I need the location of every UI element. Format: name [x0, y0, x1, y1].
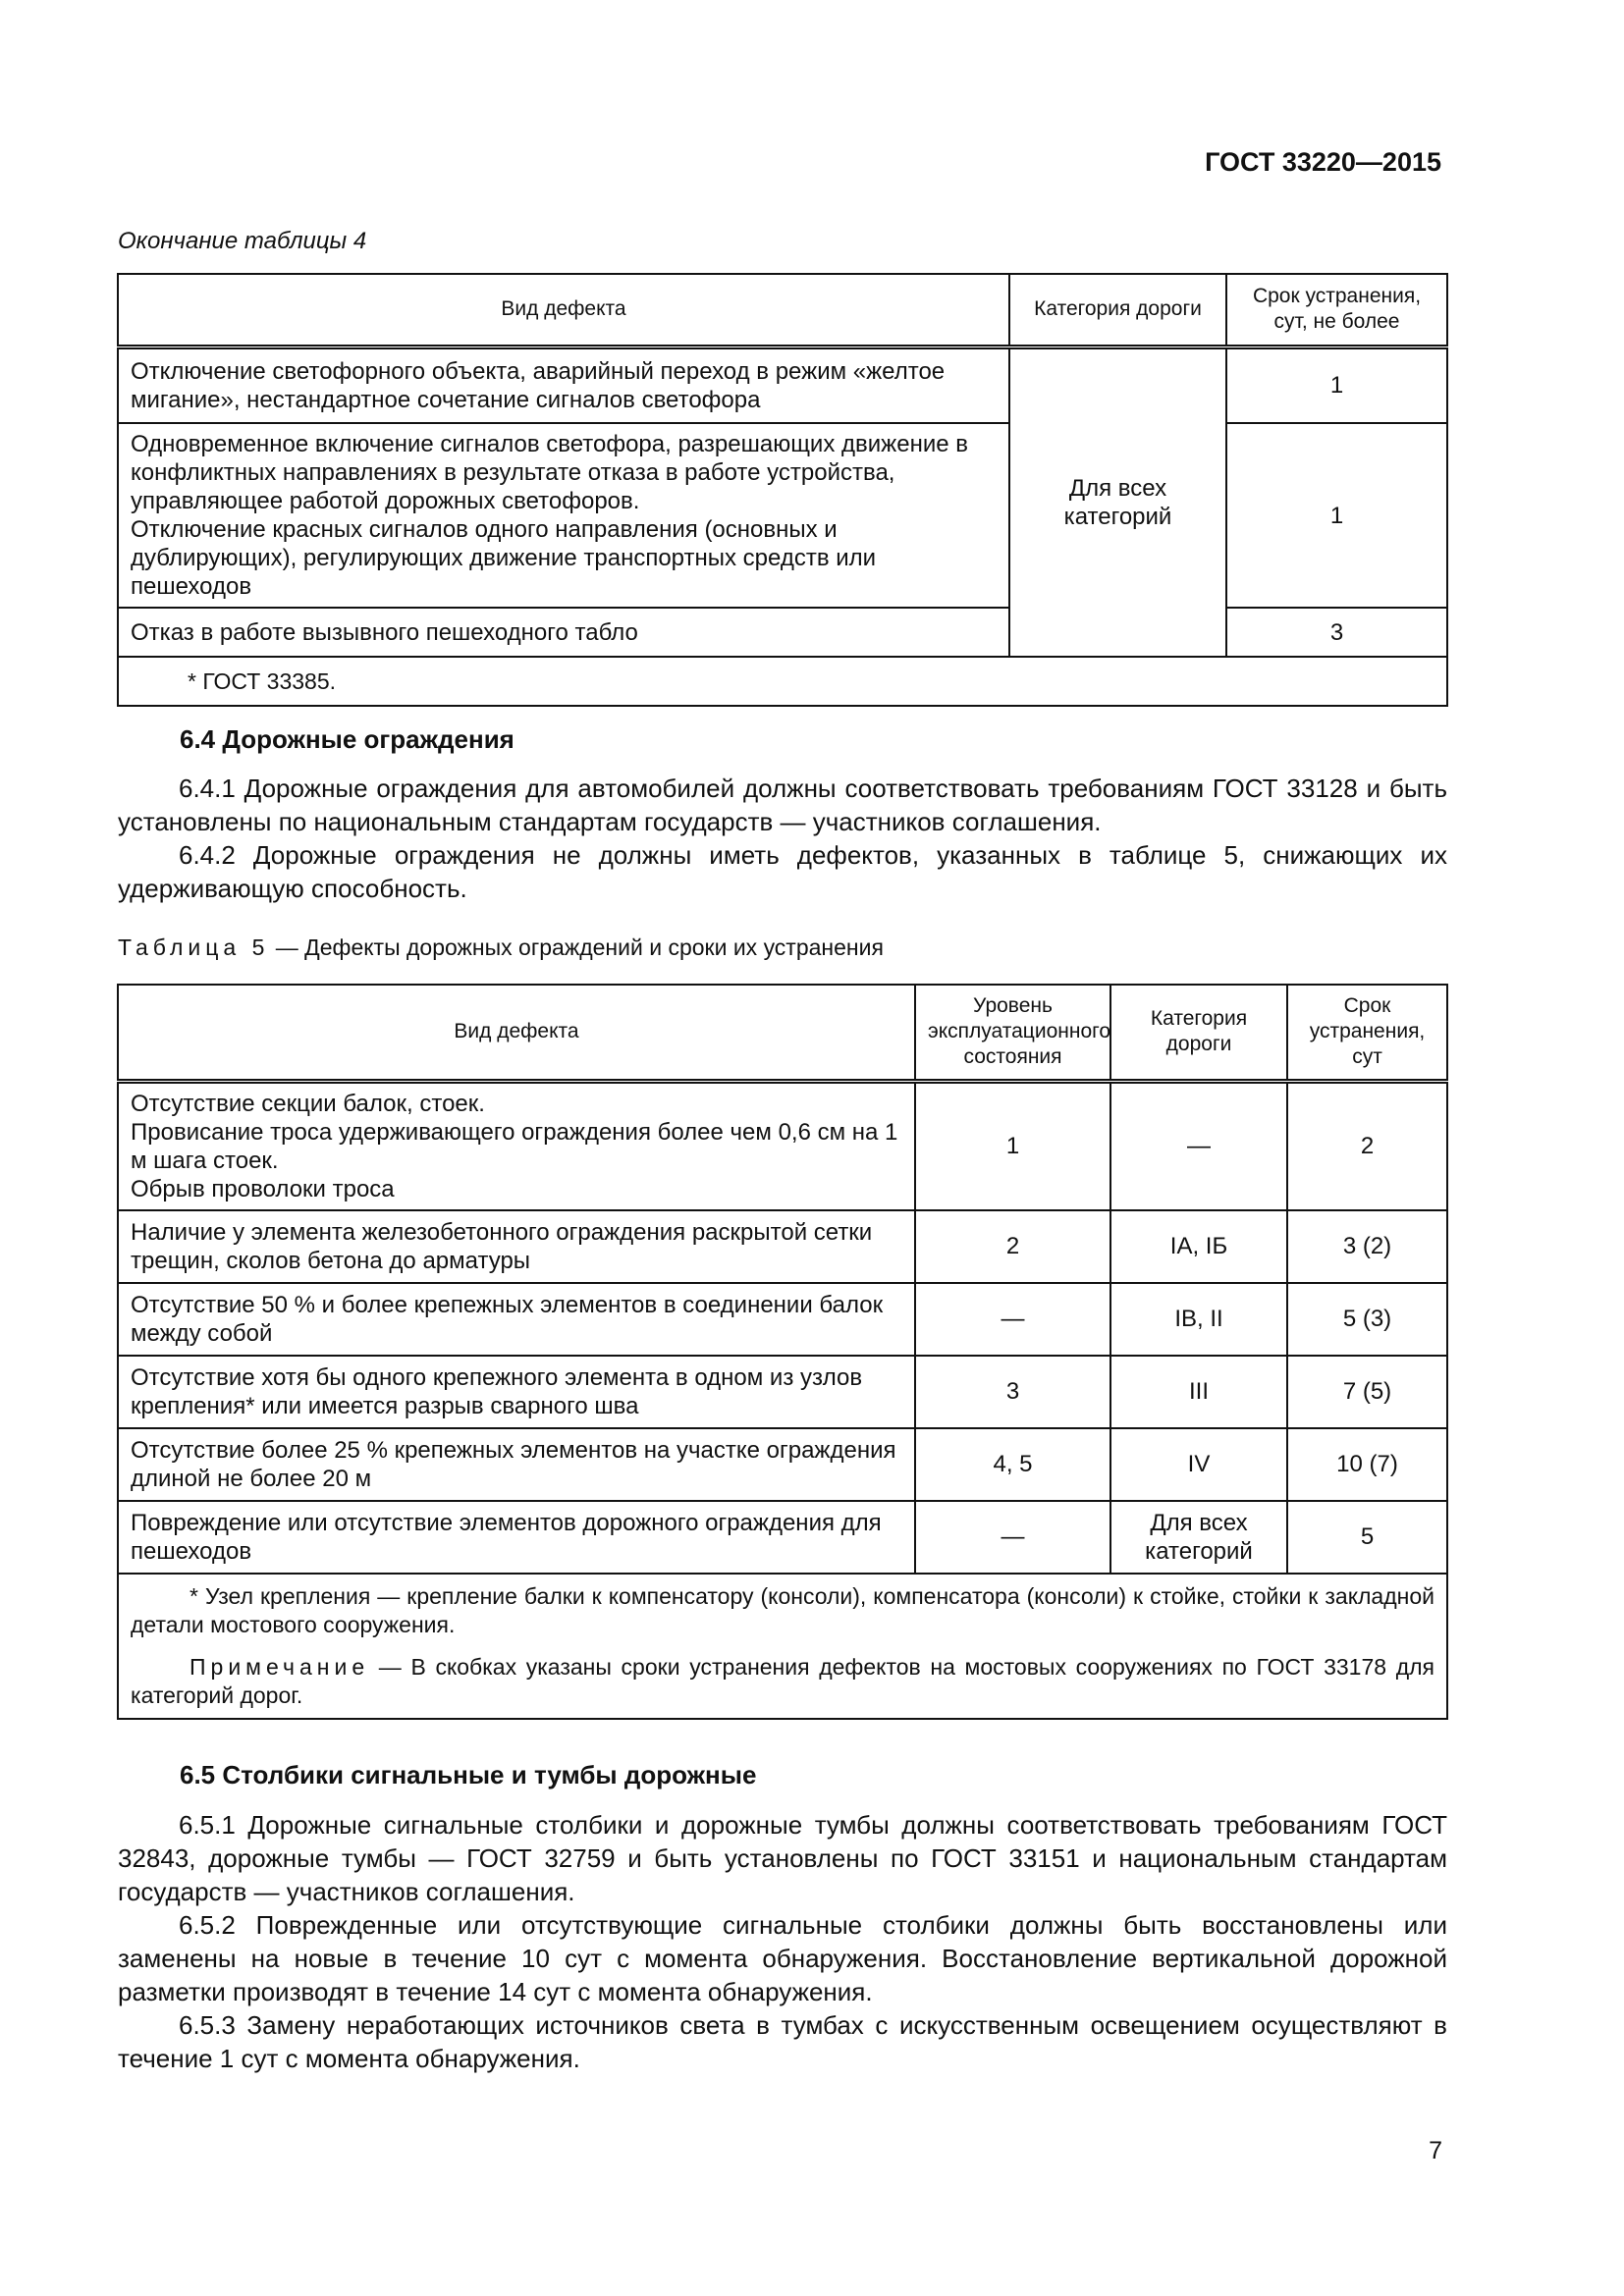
category-cell: Для всех категорий [1110, 1501, 1287, 1574]
defect-cell [118, 1081, 915, 1210]
table5-footnote: * Узел крепления — крепление балки к компенсатору (консоли), компенсатора (консоли) к стойке, стойки к закладной детали мостового сооружения. [131, 1582, 1435, 1637]
defect-cell: Наличие у элемента железобетонного ограждения раскрытой сетки трещин, сколов бетона до арматуры [118, 1210, 915, 1283]
col-header-level: Уровень эксплуатационного состояния [915, 985, 1110, 1081]
level-cell: 3 [915, 1356, 1110, 1428]
col-header-defect: Вид дефекта [118, 274, 1009, 347]
level-cell: 1 [915, 1081, 1110, 1210]
table-row [118, 1501, 1447, 1574]
col-header-category: Категория дороги [1110, 985, 1287, 1081]
table-row [118, 1428, 1447, 1501]
level-cell: 4, 5 [915, 1428, 1110, 1501]
table-row [118, 1081, 1447, 1210]
col-header-category: Категория дороги [1009, 274, 1226, 347]
term-cell: 1 [1226, 423, 1447, 608]
term-cell: 5 [1287, 1501, 1447, 1574]
document-id: ГОСТ 33220—2015 [1205, 147, 1441, 177]
defect-cell: Отсутствие хотя бы одного крепежного элемента в одном из узлов крепления* или имеется разрыв сварного шва [118, 1356, 915, 1428]
table4-footnote: * ГОСТ 33385. [118, 657, 1447, 706]
paragraph-6-5-3: 6.5.3 Замену неработающих источников света в тумбах с искусственным освещением осуществляют в течение 1 сут с момента обнаружения. [118, 2010, 1447, 2073]
note-text: — В скобках указаны сроки устранения дефектов на мостовых сооружениях по ГОСТ 33178 для категорий дорог. [131, 1653, 1435, 1708]
table-row [118, 608, 1447, 657]
paragraph-6-5-2: 6.5.2 Поврежденные или отсутствующие сигнальные столбики должны быть восстановлены или заменены на новые в течение 10 сут с момента обнаружения. Восстановление вертикальной дорожной разметки производят в течение 14 сут с момента обнаружения. [118, 1910, 1447, 2006]
page-number: 7 [1429, 2137, 1442, 2164]
defect-cell: Отказ в работе вызывного пешеходного табло [118, 608, 1009, 657]
term-cell: 10 (7) [1287, 1428, 1447, 1501]
category-cell: III [1110, 1356, 1287, 1428]
table-row [118, 347, 1447, 423]
table5-note [131, 1653, 1435, 1710]
defect-line: Отсутствие секции балок, стоек. [131, 1090, 485, 1117]
level-cell: — [915, 1501, 1110, 1574]
table-row [118, 1356, 1447, 1428]
term-cell: 3 (2) [1287, 1210, 1447, 1283]
table-4 [117, 273, 1448, 707]
category-cell: IV [1110, 1428, 1287, 1501]
col-header-term: Срок устранения, сут, не более [1226, 274, 1447, 347]
category-cell: Для всех категорий [1009, 347, 1226, 657]
term-cell: 3 [1226, 608, 1447, 657]
term-cell: 2 [1287, 1081, 1447, 1210]
section-6-4-title: 6.4 Дорожные ограждения [180, 724, 514, 754]
table-row [118, 423, 1447, 608]
section-6-5-text [118, 1808, 1447, 2075]
table-row [118, 1210, 1447, 1283]
table-row [118, 1283, 1447, 1356]
defect-cell: Повреждение или отсутствие элементов дорожного ограждения для пешеходов [118, 1501, 915, 1574]
defect-line: Провисание троса удерживающего ограждения более чем 0,6 см на 1 м шага стоек. [131, 1118, 898, 1174]
col-header-term: Срок устранения, сут [1287, 985, 1447, 1081]
table5-caption-text: — Дефекты дорожных ограждений и сроки их устранения [269, 934, 884, 960]
table-footnote-row [118, 657, 1447, 706]
table5-notes [118, 1574, 1447, 1719]
defect-text-a: Одновременное включение сигналов светофора, разрешающих движение в конфликтных направлениях в результате отказа в работе устройства, управляющее работой дорожных светофоров. [131, 431, 968, 514]
defect-cell: Отсутствие более 25 % крепежных элементов на участке ограждения длиной не более 20 м [118, 1428, 915, 1501]
defect-cell: Отключение светофорного объекта, аварийный переход в режим «желтое мигание», нестандартное сочетание сигналов светофора [118, 347, 1009, 423]
term-cell: 5 (3) [1287, 1283, 1447, 1356]
paragraph-6-5-1: 6.5.1 Дорожные сигнальные столбики и дорожные тумбы должны соответствовать требованиям ГОСТ 32843, дорожные тумбы — ГОСТ 32759 и быть установлены по ГОСТ 33151 и национальным стандартам государств — участников соглашения. [118, 1810, 1447, 1906]
paragraph-6-4-2: 6.4.2 Дорожные ограждения не должны иметь дефектов, указанных в таблице 5, снижающих их удерживающую способность. [118, 840, 1447, 903]
category-cell: IA, IБ [1110, 1210, 1287, 1283]
defect-cell: Отсутствие 50 % и более крепежных элементов в соединении балок между собой [118, 1283, 915, 1356]
category-cell: — [1110, 1081, 1287, 1210]
section-6-5-title: 6.5 Столбики сигнальные и тумбы дорожные [180, 1760, 757, 1789]
term-cell: 7 (5) [1287, 1356, 1447, 1428]
table-5 [117, 984, 1448, 1720]
term-cell: 1 [1226, 347, 1447, 423]
note-label: Примечание [189, 1653, 370, 1680]
category-cell: IB, II [1110, 1283, 1287, 1356]
col-header-defect: Вид дефекта [118, 985, 915, 1081]
table5-caption-label: Таблица 5 [118, 934, 270, 960]
table4-caption: Окончание таблицы 4 [118, 228, 367, 254]
defect-line: Обрыв проволоки троса [131, 1175, 395, 1202]
defect-text-b: Отключение красных сигналов одного направления (основных и дублирующих), регулирующих движение транспортных средств или пешеходов [131, 516, 877, 600]
table-footnote-row [118, 1574, 1447, 1719]
table5-caption [118, 934, 884, 961]
section-6-4-text [118, 772, 1447, 905]
level-cell: 2 [915, 1210, 1110, 1283]
paragraph-6-4-1: 6.4.1 Дорожные ограждения для автомобилей должны соответствовать требованиям ГОСТ 33128 и быть установлены по национальным стандартам государств — участников соглашения. [118, 774, 1447, 836]
level-cell: — [915, 1283, 1110, 1356]
defect-cell [118, 423, 1009, 608]
